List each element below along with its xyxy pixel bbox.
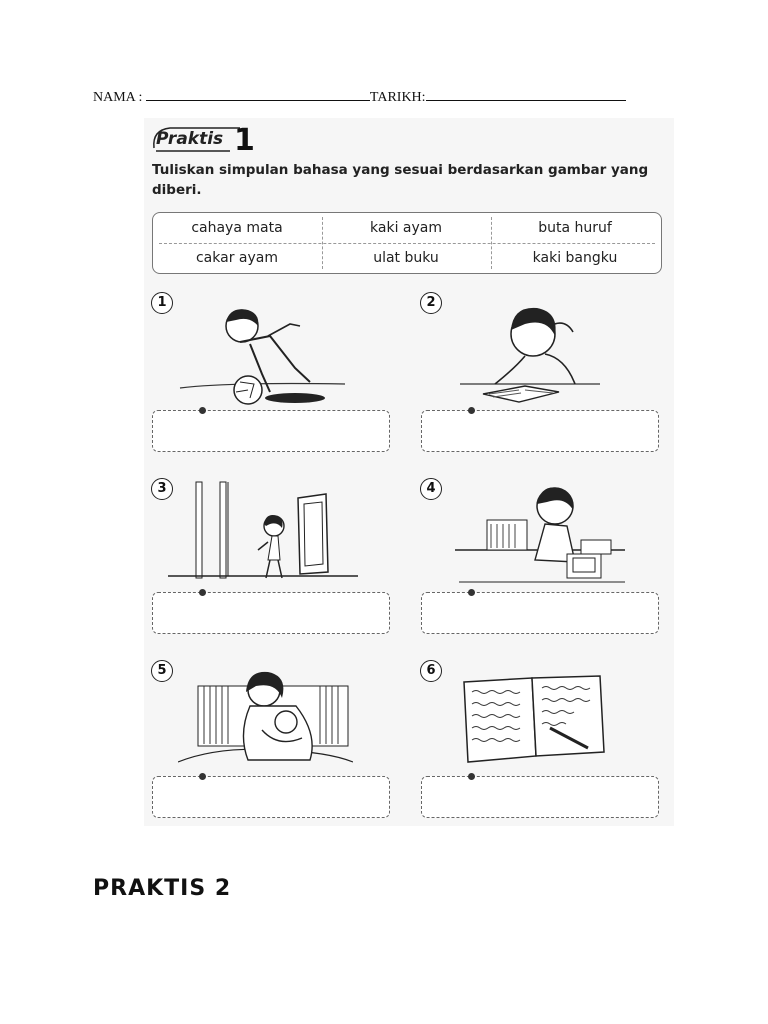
word-bank-item: cahaya mata [191,220,283,236]
answer-box[interactable] [152,776,390,818]
name-field[interactable] [146,88,370,101]
header-line [93,88,626,106]
logo-number: 1 [234,123,255,154]
question-number: 6 [420,660,442,682]
instruction-text: Tuliskan simpulan bahasa yang sesuai berdasarkan gambar yang diberi. [152,162,649,198]
question-number: 3 [151,478,173,500]
messy-handwriting-book-illustration [460,672,610,766]
question-number: 5 [151,660,173,682]
mother-holding-baby-illustration [178,664,353,770]
question-number: 4 [420,478,442,500]
word-bank [152,212,662,274]
word-bank-item: ulat buku [373,250,439,266]
answer-box[interactable] [152,592,390,634]
logo-text: Praktis [156,129,224,149]
word-bank-item: buta huruf [538,220,612,236]
question-number: 2 [420,292,442,314]
boy-kicking-ball-illustration [170,296,350,406]
date-field[interactable] [426,88,626,101]
answer-box[interactable] [421,410,659,452]
word-bank-item: cakar ayam [195,250,278,266]
word-bank-item: kaki bangku [532,250,618,266]
answer-box[interactable] [152,410,390,452]
girl-confused-reading-illustration [455,296,605,411]
section-title: PRAKTIS 2 [93,876,232,901]
answer-box[interactable] [421,776,659,818]
word-bank-item: kaki ayam [370,220,442,236]
girl-with-books-illustration [455,482,630,588]
praktis-logo [150,122,260,154]
name-label: NAMA : [93,90,143,105]
answer-box[interactable] [421,592,659,634]
date-label: TARIKH: [369,90,426,105]
question-number: 1 [151,292,173,314]
child-at-door-illustration [168,480,358,586]
